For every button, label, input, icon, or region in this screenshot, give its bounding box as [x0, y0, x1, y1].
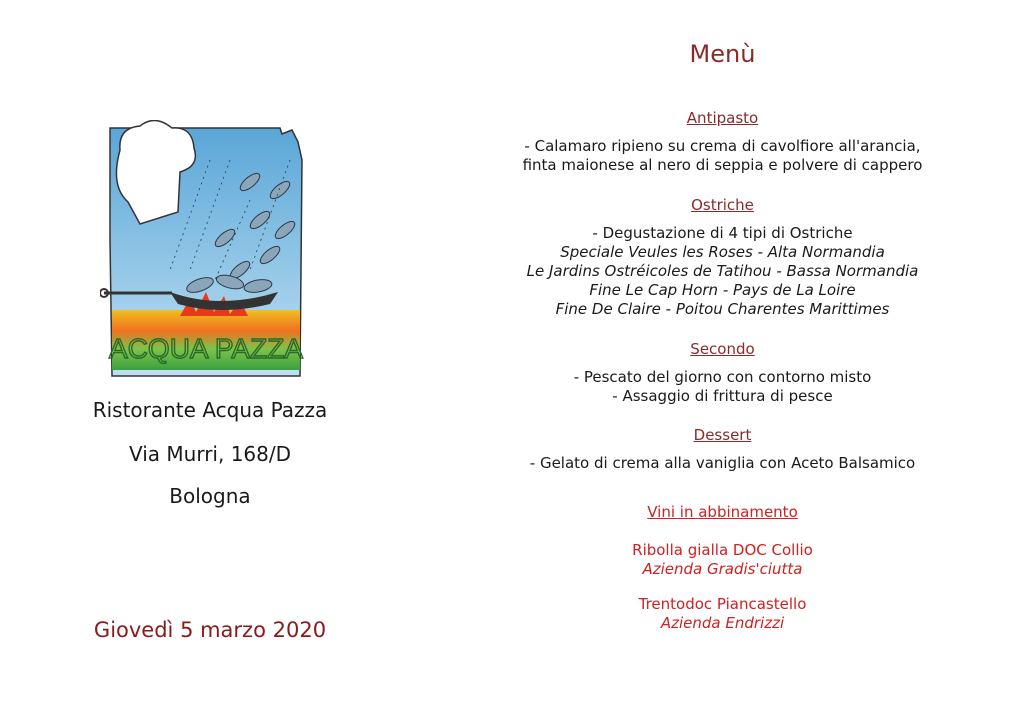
ostriche-heading: Ostriche	[691, 196, 754, 214]
dessert-line-1: - Gelato di crema alla vaniglia con Aceto Balsamico	[529, 454, 916, 472]
ostriche-section	[470, 196, 975, 319]
vini-heading: Vini in abbinamento	[647, 503, 798, 521]
vini-section	[470, 503, 975, 633]
svg-text:ACQUA PAZZA: ACQUA PAZZA	[109, 333, 303, 364]
secondo-line-2: - Assaggio di frittura di pesce	[612, 387, 833, 405]
restaurant-name: Ristorante Acqua Pazza	[92, 398, 328, 422]
antipasto-section	[470, 109, 975, 175]
menu-title: Menù	[689, 40, 756, 68]
restaurant-street: Via Murri, 168/D	[128, 442, 292, 466]
secondo-line-1: - Pescato del giorno con contorno misto	[573, 368, 872, 386]
ostriche-item: Speciale Veules les Roses - Alta Normandia	[560, 243, 885, 261]
restaurant-city: Bologna	[169, 484, 251, 508]
secondo-heading: Secondo	[690, 340, 755, 358]
event-date: Giovedì 5 marzo 2020	[93, 618, 327, 642]
dessert-section	[470, 426, 975, 473]
antipasto-line-1: - Calamaro ripieno su crema di cavolfiore all'arancia,	[524, 137, 921, 155]
left-panel	[0, 0, 430, 724]
antipasto-heading: Antipasto	[686, 109, 759, 127]
wine-2-producer: Azienda Endrizzi	[660, 614, 785, 632]
restaurant-logo	[100, 120, 322, 378]
antipasto-line-2: finta maionese al nero di seppia e polvere di cappero	[522, 156, 923, 174]
wine-1-producer: Azienda Gradis'ciutta	[642, 560, 803, 578]
dessert-heading: Dessert	[693, 426, 752, 444]
menu-panel	[470, 0, 975, 724]
secondo-section	[470, 340, 975, 406]
ostriche-item: Fine De Claire - Poitou Charentes Marittimes	[555, 300, 890, 318]
ostriche-item: Le Jardins Ostréicoles de Tatihou - Bassa Normandia	[526, 262, 919, 280]
ostriche-line-1: - Degustazione di 4 tipi di Ostriche	[592, 224, 853, 242]
wine-1: Ribolla gialla DOC Collio	[632, 541, 813, 559]
ostriche-item: Fine Le Cap Horn - Pays de La Loire	[589, 281, 856, 299]
wine-2: Trentodoc Piancastello	[638, 595, 807, 613]
